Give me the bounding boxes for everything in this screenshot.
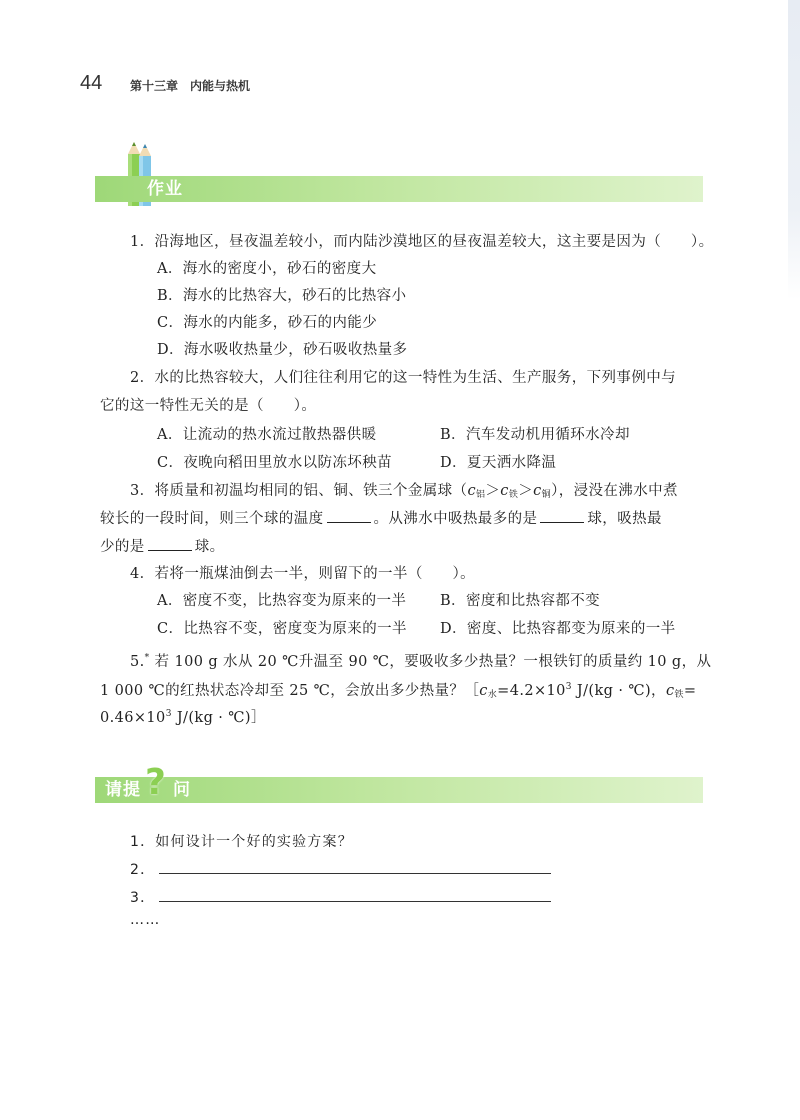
q5-number: 5. bbox=[130, 654, 145, 670]
q3-text-e: 球，吸热最 bbox=[587, 511, 662, 527]
sub-al: 铝 bbox=[475, 490, 486, 500]
q5-text-g: J/(kg · ℃)］ bbox=[171, 710, 266, 726]
ask-title-left: 请提 bbox=[105, 780, 141, 800]
exponent: 3 bbox=[165, 709, 172, 719]
chapter-heading bbox=[130, 77, 250, 94]
q3-text-b: ），浸没在沸水中煮 bbox=[551, 483, 678, 499]
answer-blank[interactable] bbox=[327, 510, 371, 523]
q2-option-d: D．夏天洒水降温 bbox=[440, 455, 557, 471]
gt-symbol: ＞ bbox=[485, 483, 501, 499]
q3-text-f: 少的是 bbox=[100, 539, 145, 555]
q4-option-d: D．密度、比热容都变为原来的一半 bbox=[440, 621, 676, 637]
ellipsis: …… bbox=[130, 912, 161, 928]
q3-line2 bbox=[100, 509, 662, 529]
ask-input-line[interactable] bbox=[159, 889, 551, 902]
q5-text-b: 1 000 ℃的红热状态冷却至 25 ℃，会放出多少热量？［ bbox=[100, 683, 480, 699]
q1-option-d: D．海水吸收热量少，砂石吸收热量多 bbox=[157, 342, 408, 358]
q1-option-b: B．海水的比热容大，砂石的比热容小 bbox=[157, 288, 407, 304]
answer-blank[interactable] bbox=[540, 510, 584, 523]
q2-option-c: C．夜晚向稻田里放水以防冻坏秧苗 bbox=[157, 455, 392, 471]
ask-title-right: 问 bbox=[173, 780, 191, 800]
ask-item-3-number: 3． bbox=[130, 890, 156, 906]
c-symbol: c bbox=[665, 683, 675, 699]
q4-option-c: C．比热容不变，密度变为原来的一半 bbox=[157, 621, 407, 637]
chapter-title: 内能与热机 bbox=[190, 79, 251, 93]
q5-text-f: 0.46×10 bbox=[100, 710, 166, 726]
q5-text-d: J/(kg · ℃)， bbox=[571, 683, 666, 699]
ask-item-1: 1．如何设计一个好的实验方案？ bbox=[130, 834, 353, 850]
question-mark-icon: ? bbox=[145, 762, 167, 803]
q4-option-a: A．密度不变，比热容变为原来的一半 bbox=[157, 593, 407, 609]
c-symbol: c bbox=[479, 683, 488, 699]
ask-item-3 bbox=[130, 888, 551, 908]
q1-option-a: A．海水的密度小，砂石的密度大 bbox=[157, 261, 377, 277]
sub-iron: 铁 bbox=[674, 690, 684, 700]
q1-stem: 1．沿海地区，昼夜温差较小，而内陆沙漠地区的昼夜温差较大，这主要是因为（ ）。 bbox=[130, 234, 714, 250]
sub-fe: 铁 bbox=[508, 490, 519, 500]
q2-option-a: A．让流动的热水流过散热器供暖 bbox=[157, 427, 377, 443]
q3-text-g: 球。 bbox=[194, 539, 225, 555]
q3-line1 bbox=[130, 481, 678, 505]
q3-text-a: 3．将质量和初温均相同的铝、铜、铁三个金属球（ bbox=[130, 483, 468, 499]
q1-option-c: C．海水的内能多，砂石的内能少 bbox=[157, 315, 378, 331]
page-edge-strip bbox=[788, 0, 800, 300]
gt-symbol: ＞ bbox=[518, 483, 534, 499]
q2-stem-line1: 2．水的比热容较大，人们往往利用它的这一特性为生活、生产服务，下列事例中与 bbox=[130, 370, 677, 386]
exponent: 3 bbox=[565, 682, 572, 692]
q5-text-e: = bbox=[683, 683, 697, 699]
q3-line3 bbox=[100, 537, 225, 557]
homework-banner bbox=[95, 176, 703, 202]
q2-stem-line2: 它的这一特性无关的是（ ）。 bbox=[100, 398, 317, 414]
star-mark: * bbox=[144, 653, 150, 663]
c-symbol: c bbox=[500, 483, 509, 499]
q5-line3 bbox=[100, 704, 266, 728]
q3-text-d: 。从沸水中吸热最多的是 bbox=[373, 511, 538, 527]
ask-item-2-number: 2． bbox=[130, 862, 156, 878]
chapter-label: 第十三章 bbox=[130, 79, 179, 93]
ask-input-line[interactable] bbox=[159, 861, 551, 874]
q5-text-a: 若 100 g 水从 20 ℃升温至 90 ℃，要吸收多少热量？一根铁钉的质量约 10 g，从 bbox=[149, 654, 712, 670]
ask-questions-banner bbox=[95, 762, 703, 803]
q5-text-c: =4.2×10 bbox=[497, 683, 566, 699]
sub-water: 水 bbox=[487, 690, 498, 700]
sub-cu: 铜 bbox=[541, 490, 552, 500]
ask-item-2 bbox=[130, 860, 551, 880]
homework-title: 作业 bbox=[147, 179, 183, 199]
c-symbol: c bbox=[533, 483, 542, 499]
q4-stem: 4．若将一瓶煤油倒去一半，则留下的一半（ ）。 bbox=[130, 566, 476, 582]
page-number: 44 bbox=[80, 72, 103, 94]
answer-blank[interactable] bbox=[148, 538, 192, 551]
c-symbol: c bbox=[467, 483, 476, 499]
q2-option-b: B．汽车发动机用循环水冷却 bbox=[440, 427, 630, 443]
q5-line2 bbox=[100, 677, 696, 705]
q5-line1 bbox=[130, 648, 711, 672]
q3-text-c: 较长的一段时间，则三个球的温度 bbox=[100, 511, 324, 527]
q4-option-b: B．密度和比热容都不变 bbox=[440, 593, 601, 609]
